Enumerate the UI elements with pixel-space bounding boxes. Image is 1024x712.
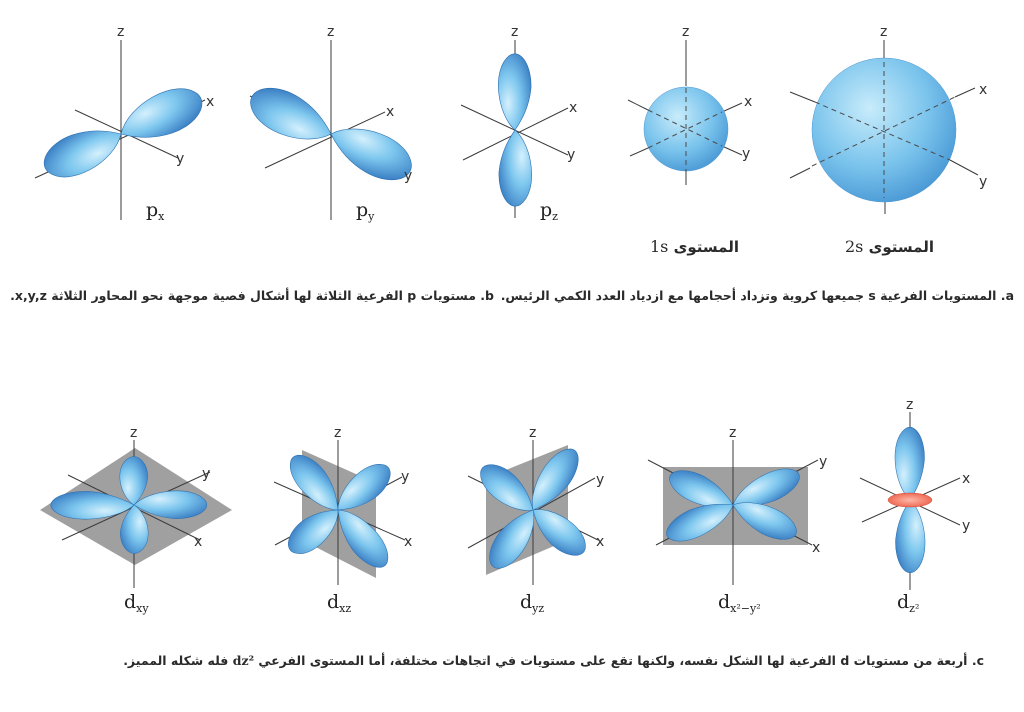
orbital-dyz [468, 425, 604, 615]
x-axis-label: x [386, 104, 395, 120]
dz2-label: $d_{z^2}$ [897, 591, 920, 615]
orbital-dxz [274, 425, 412, 615]
x-axis-label: x [569, 100, 578, 116]
x-axis-label: x [206, 94, 215, 110]
x-axis-label: x [979, 82, 988, 98]
caption-c-symbol: dz² [232, 653, 255, 668]
z-axis-label: z [130, 425, 138, 441]
x-axis-label: x [812, 540, 821, 556]
x-axis-label: x [596, 534, 605, 550]
orbital-1s [628, 24, 752, 185]
x-axis-label: x [744, 94, 753, 110]
dxz-label: $d_{xz}$ [327, 591, 352, 615]
caption-c-main: c. أربعة من مستويات d الفرعية لها الشكل نفسه، ولكنها تقع على مستويات في اتجاهات مختلفة، أما المستوى الفرعي [258, 653, 984, 668]
pz-label: $p_z$ [540, 199, 558, 223]
orbital-px [35, 24, 214, 223]
orbital-dz2 [860, 397, 970, 615]
z-axis-label: z [729, 425, 737, 441]
orbital-py [243, 24, 420, 223]
x-axis-label: x [404, 534, 413, 550]
level-2s-label: المستوى 2s [845, 237, 934, 256]
y-axis-label: y [202, 466, 211, 482]
y-axis-label: y [979, 174, 988, 190]
y-axis-label: y [596, 472, 605, 488]
orbital-dxy [40, 425, 232, 615]
level-1s-label: المستوى 1s [650, 237, 739, 256]
orbital-pz [461, 24, 577, 223]
orbital-dx2-y2 [648, 425, 827, 615]
x-axis-label: x [194, 534, 203, 550]
caption-b: b. مستويات p الفرعية الثلاثة لها أشكال فصية موجهة نحو المحاور الثلاثة x,y,z. [10, 288, 494, 303]
y-axis-label: y [742, 146, 751, 162]
dz2-torus-ring [888, 493, 932, 507]
z-axis-label: z [682, 24, 690, 40]
z-axis-label: z [906, 397, 914, 413]
z-axis-label: z [529, 425, 537, 441]
orbital-2s [790, 24, 987, 214]
y-axis-label: y [401, 469, 410, 485]
z-axis-label: z [117, 24, 125, 40]
dx2-y2-label: $d_{x^2-y^2}$ [718, 591, 761, 615]
z-axis-label: z [511, 24, 519, 40]
y-axis-label: y [819, 454, 828, 470]
px-label: $p_x$ [146, 199, 165, 223]
y-axis-label: y [962, 518, 971, 534]
py-label: $p_y$ [356, 199, 375, 223]
caption-c-end: فله شكله المميز. [123, 653, 229, 668]
caption-a: a. المستويات الفرعية s جميعها كروية وتزداد أحجامها مع ازدياد العدد الكمي الرئيس. [500, 288, 1014, 303]
y-axis-label: y [176, 151, 185, 167]
dxy-label: $d_{xy}$ [124, 591, 149, 615]
y-axis-label: y [404, 168, 413, 184]
z-axis-label: z [334, 425, 342, 441]
dyz-label: $d_{yz}$ [520, 591, 545, 615]
caption-c [123, 653, 984, 668]
x-axis-label: x [962, 471, 971, 487]
z-axis-label: z [327, 24, 335, 40]
y-axis-label: y [567, 147, 576, 163]
z-axis-label: z [880, 24, 888, 40]
